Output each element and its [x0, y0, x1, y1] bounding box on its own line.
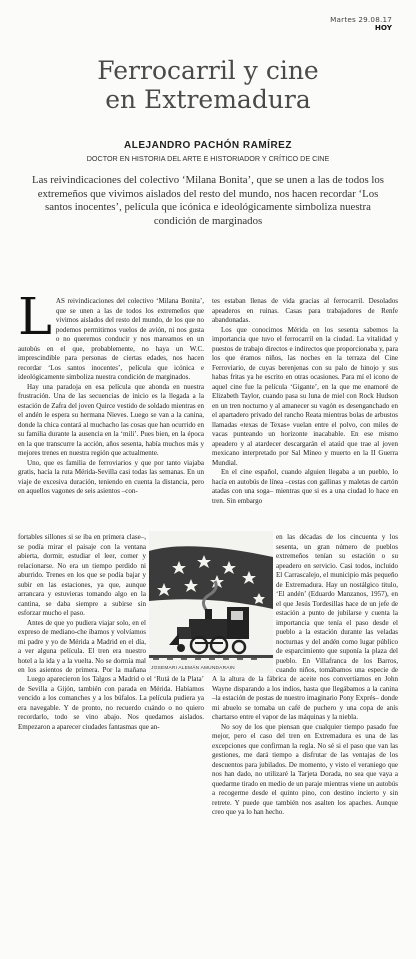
paragraph: A la altura de la fábrica de aceite nos convertíamos en John Wayne disparando a los indios, hasta que llegábamos a la canina –la estación de postas de nuestro imaginario Pony Exprés– donde mi abuelo se tomaba un café de puchero y una copa de anís chartarso entre el vapor de las máquinas y la niebla. — [212, 675, 398, 721]
article-illustration — [149, 531, 273, 673]
paragraph: AS reivindicaciones del colectivo ‘Milana Bonita’, que se unen a las de todos los extremeños que vivimos aislados del resto del mundo, de los que no podemos permitirnos vuelos de avión, ni nos gusta o no queremos conducir y nos mareamos en un autobús en el que, probablemente, no haya un W.C. imprescindible para personas de ciertas edades, nos hacen recordar ‘Los santos inocentes’, película que icónica e ideológicamente simboliza nuestra condición de marginados. — [18, 297, 204, 381]
article-lead: Las reivindicaciones del colectivo ‘Milana Bonita’, que se unen a las de todos los extremeños que vivimos aislados del resto del mundo, nos hacen recordar ‘Los santos inocentes’, película que icónica e ideológicamente simboliza nuestra condición de marginados — [32, 174, 384, 227]
paragraph: Antes de que yo pudiera viajar solo, en el expreso de mediano-che íbamos y volvíamos mi padre y yo de Mérida a Madrid en el día, a ver alguna película. El tren era nuestro hotel a la ida y a la vuelta. No se dormía mal en los asientos de primera. Por la mañana — [18, 618, 146, 673]
illustration-credit: JOSEMARI ALEMÁN AMUNDARAIN — [151, 666, 235, 671]
left-column — [18, 297, 204, 531]
page-header — [330, 16, 392, 31]
author-role: DOCTOR EN HISTORIA DEL ARTE E HISTORIADOR Y CRÍTICO DE CINE — [86, 154, 330, 163]
paragraph: Los que conocimos Mérida en los sesenta sabemos la importancia que tuvo el ferrocarril en la ciudad. La vitalidad y puestos de trabajo directos e indirectos que proporcionaba y, para los que éramos niños, las noches en la terraza del Cine Ferroviario, de cuyas berenjenas con su palo de hinojo y sus habas fritas ya he escrito en otras ocasiones. Para mí el icono de aquel cine fue la película ‘Gigante’, en la que me enamoré de Elizabeth Taylor, cuando pasa su luna de miel con Rock Hudson en un tren nocturno y al amanecer su vagón es desenganchado en el apartadero privado del rancho Reata mientras bolas de arbustos llamadas «texas de Texas» vuelan entre el polvo, con miles de vacas punteando un horizonte inacabable. En ese mismo apeadero y al atardecer descargarán el ataúd que trae al joven mexicano interpretado por Sal Mineo y muerto en la II Guerra Mundial. — [212, 325, 398, 467]
paragraph: No soy de los que piensan que cualquier tiempo pasado fue mejor, pero el caso del tren en Extremadura es una de las excepciones que confirman la regla. No sé si el paso que van las gestiones, me dará tiempo a disfrutar de las ventajas de los descuentos para jubilados. De momento, y visto el veraniego que nos han dado, no utilizaré la Tarjeta Dorada, no sea que vaya a quedarme tirado en medio de un paraje mientras viene un autobús a recogerme desde el quinto pino, con destino incierto y sin retrete. Y puede que también nos asalten los apaches. Aunque creo que ya lo han hecho. — [212, 722, 398, 816]
left-column-narrow — [18, 533, 146, 673]
paragraph: en las décadas de los cincuenta y los sesenta, un gran número de pueblos extremeños tenían su estación o su apeadero en servicio. Casi todos, incluido El Carrascalejo, el municipio más pequeño de Extremadura. Hay un nostálgico titulo, ‘El andén’ (Eduardo Manzanos, 1957), en el que Jesús Tordesillas hace de un jefe de estación a punto de jubilarse y cuenta la importancia que tenía el paso desde el pueblo a la estación durante las veladas nocturnas y del andén como lugar público de esparcimiento que suponía la plaza del pueblo. En Villafranca de los Barros, cuando niños, tomábamos una especie de — [276, 533, 398, 673]
section-name: HOY — [374, 22, 392, 32]
article-title — [0, 56, 416, 114]
drop-cap: L — [18, 297, 52, 347]
paragraph: Hay una paradoja en esa película que ahonda en nuestra frustración. Una de las secuencias de inicio es la llegada a la estación de Zafra del joven Quirce vestido de soldado mientras en el andén le espera su hermana Nieves. Luego se van a la canina, donde la chica contará al muchacho las cosas que han ocurrido en su familia durante la ausencia en la ‘mili’. Pues bien, en la época en la que transcurre la acción, años sesenta, había muchos más y mejores trenes en nuestra región que actualmente. — [18, 382, 204, 457]
locomotive-illustration — [149, 531, 273, 673]
paragraph: Luego aparecieron los Talgos a Madrid o el ‘Rutá de la Plata’ de Sevilla a Gijón, también con parada en Mérida. Habíamos vencido a los comanches y a los búfalos. La película pudiera ya era navegable. Y de pronto, no recuerdo cuándo o no quiero recordarlo, todo se vino abajo. Nos quedamos aislados. Empezaron a aparecer ciudades fantasmas que an- — [18, 675, 204, 731]
paragraph: fortables sillones si se iba en primera clase–, se podía mirar el paisaje con la ventana abierta, dormir, estudiar el leer, comer y relacionarse. No era un tiempo perdido ni aburrido. Trenes en los que se podía bajar y subir en las estaciones, ya que, aunque arrancara y estuvieras tomando algo en la cantina, se daba siempre a subirse sin esforzar mucho el paso. — [18, 533, 146, 617]
paragraph: En el cine español, cuando alguien llegaba a un pueblo, lo hacía en autobús de línea –cestas con gallinas y maletas de cartón atadas con una soga– mientras que si es a una ciudad lo hace en tren. Sin embargo — [212, 468, 398, 505]
paragraph: Uno, que es familia de ferroviarios y que por tanto viajaba gratis, hacía la ruta Mérida-Sevilla casi todas las semanas. En un viaje de excesiva duración, teniendo en cuenta la distancia, pero en aquellos vagones de seis asientos –con- — [18, 458, 204, 495]
author-name: ALEJANDRO PACHÓN RAMÍREZ — [124, 140, 292, 151]
left-column-bottom — [18, 675, 204, 947]
issue-date: Martes 29.08.17 — [330, 15, 392, 24]
right-column-narrow — [276, 533, 398, 673]
title-line-1: Ferrocarril y cine — [97, 56, 319, 85]
title-line-2: en Extremadura — [105, 85, 311, 114]
right-column-bottom — [212, 675, 398, 947]
right-column — [212, 297, 398, 531]
paragraph: tes estaban llenas de vida gracias al ferrocarril. Desolados apeaderos en ruinas. Casas para trabajadores de Renfe abandonadas. — [212, 297, 398, 324]
